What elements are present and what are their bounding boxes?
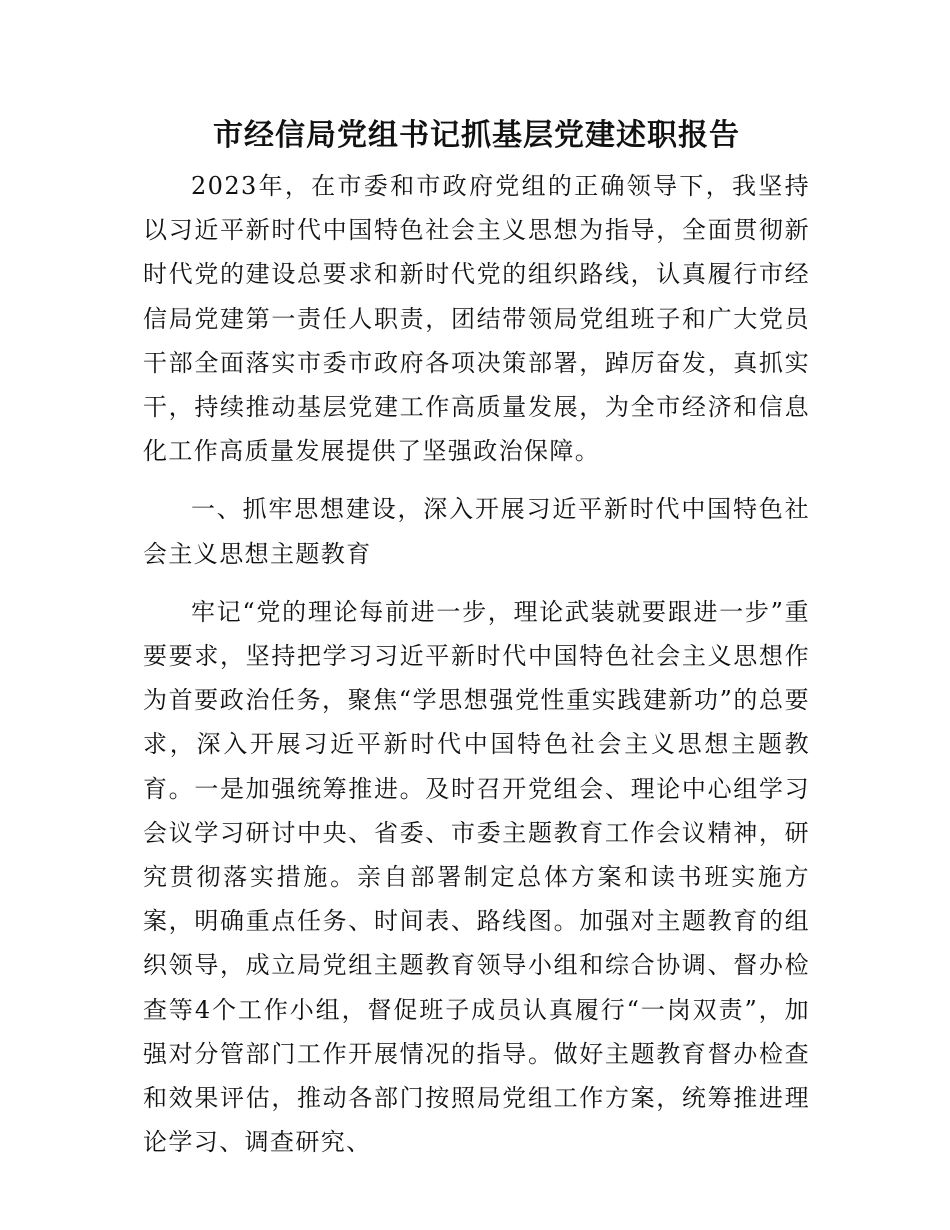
intro-paragraph: 2023年，在市委和市政府党组的正确领导下，我坚持以习近平新时代中国特色社会主义思想为指导，全面贯彻新时代党的建设总要求和新时代党的组织路线，认真履行市经信局党建第一责任人职责，团结带领局党组班子和广大党员干部全面落实市委市政府各项决策部署，踔厉奋发，真抓实干，持续推动基层党建工作高质量发展，为全市经济和信息化工作高质量发展提供了坚强政治保障。 (143, 172, 810, 466)
section-heading-1: 一、抓牢思想建设，深入开展习近平新时代中国特色社会主义思想主题教育 (143, 495, 810, 568)
document-body (143, 108, 810, 1164)
section-paragraph-1: 牢记“党的理论每前进一步，理论武装就要跟进一步”重要要求，坚持把学习习近平新时代中国特色社会主义思想作为首要政治任务，聚焦“学思想强党性重实践建新功”的总要求，深入开展习近平新时代中国特色社会主义思想主题教育。一是加强统筹推进。及时召开党组会、理论中心组学习会议学习研讨中央、省委、市委主题教育工作会议精神，研究贯彻落实措施。亲自部署制定总体方案和读书班实施方案，明确重点任务、时间表、路线图。加强对主题教育的组织领导，成立局党组主题教育领导小组和综合协调、督办检查等4个工作小组，督促班子成员认真履行“一岗双责”，加强对分管部门工作开展情况的指导。做好主题教育督办检查和效果评估，推动各部门按照局党组工作方案，统筹推进理论学习、调查研究、 (143, 597, 810, 1157)
document-title: 市经信局党组书记抓基层党建述职报告 (213, 118, 740, 153)
